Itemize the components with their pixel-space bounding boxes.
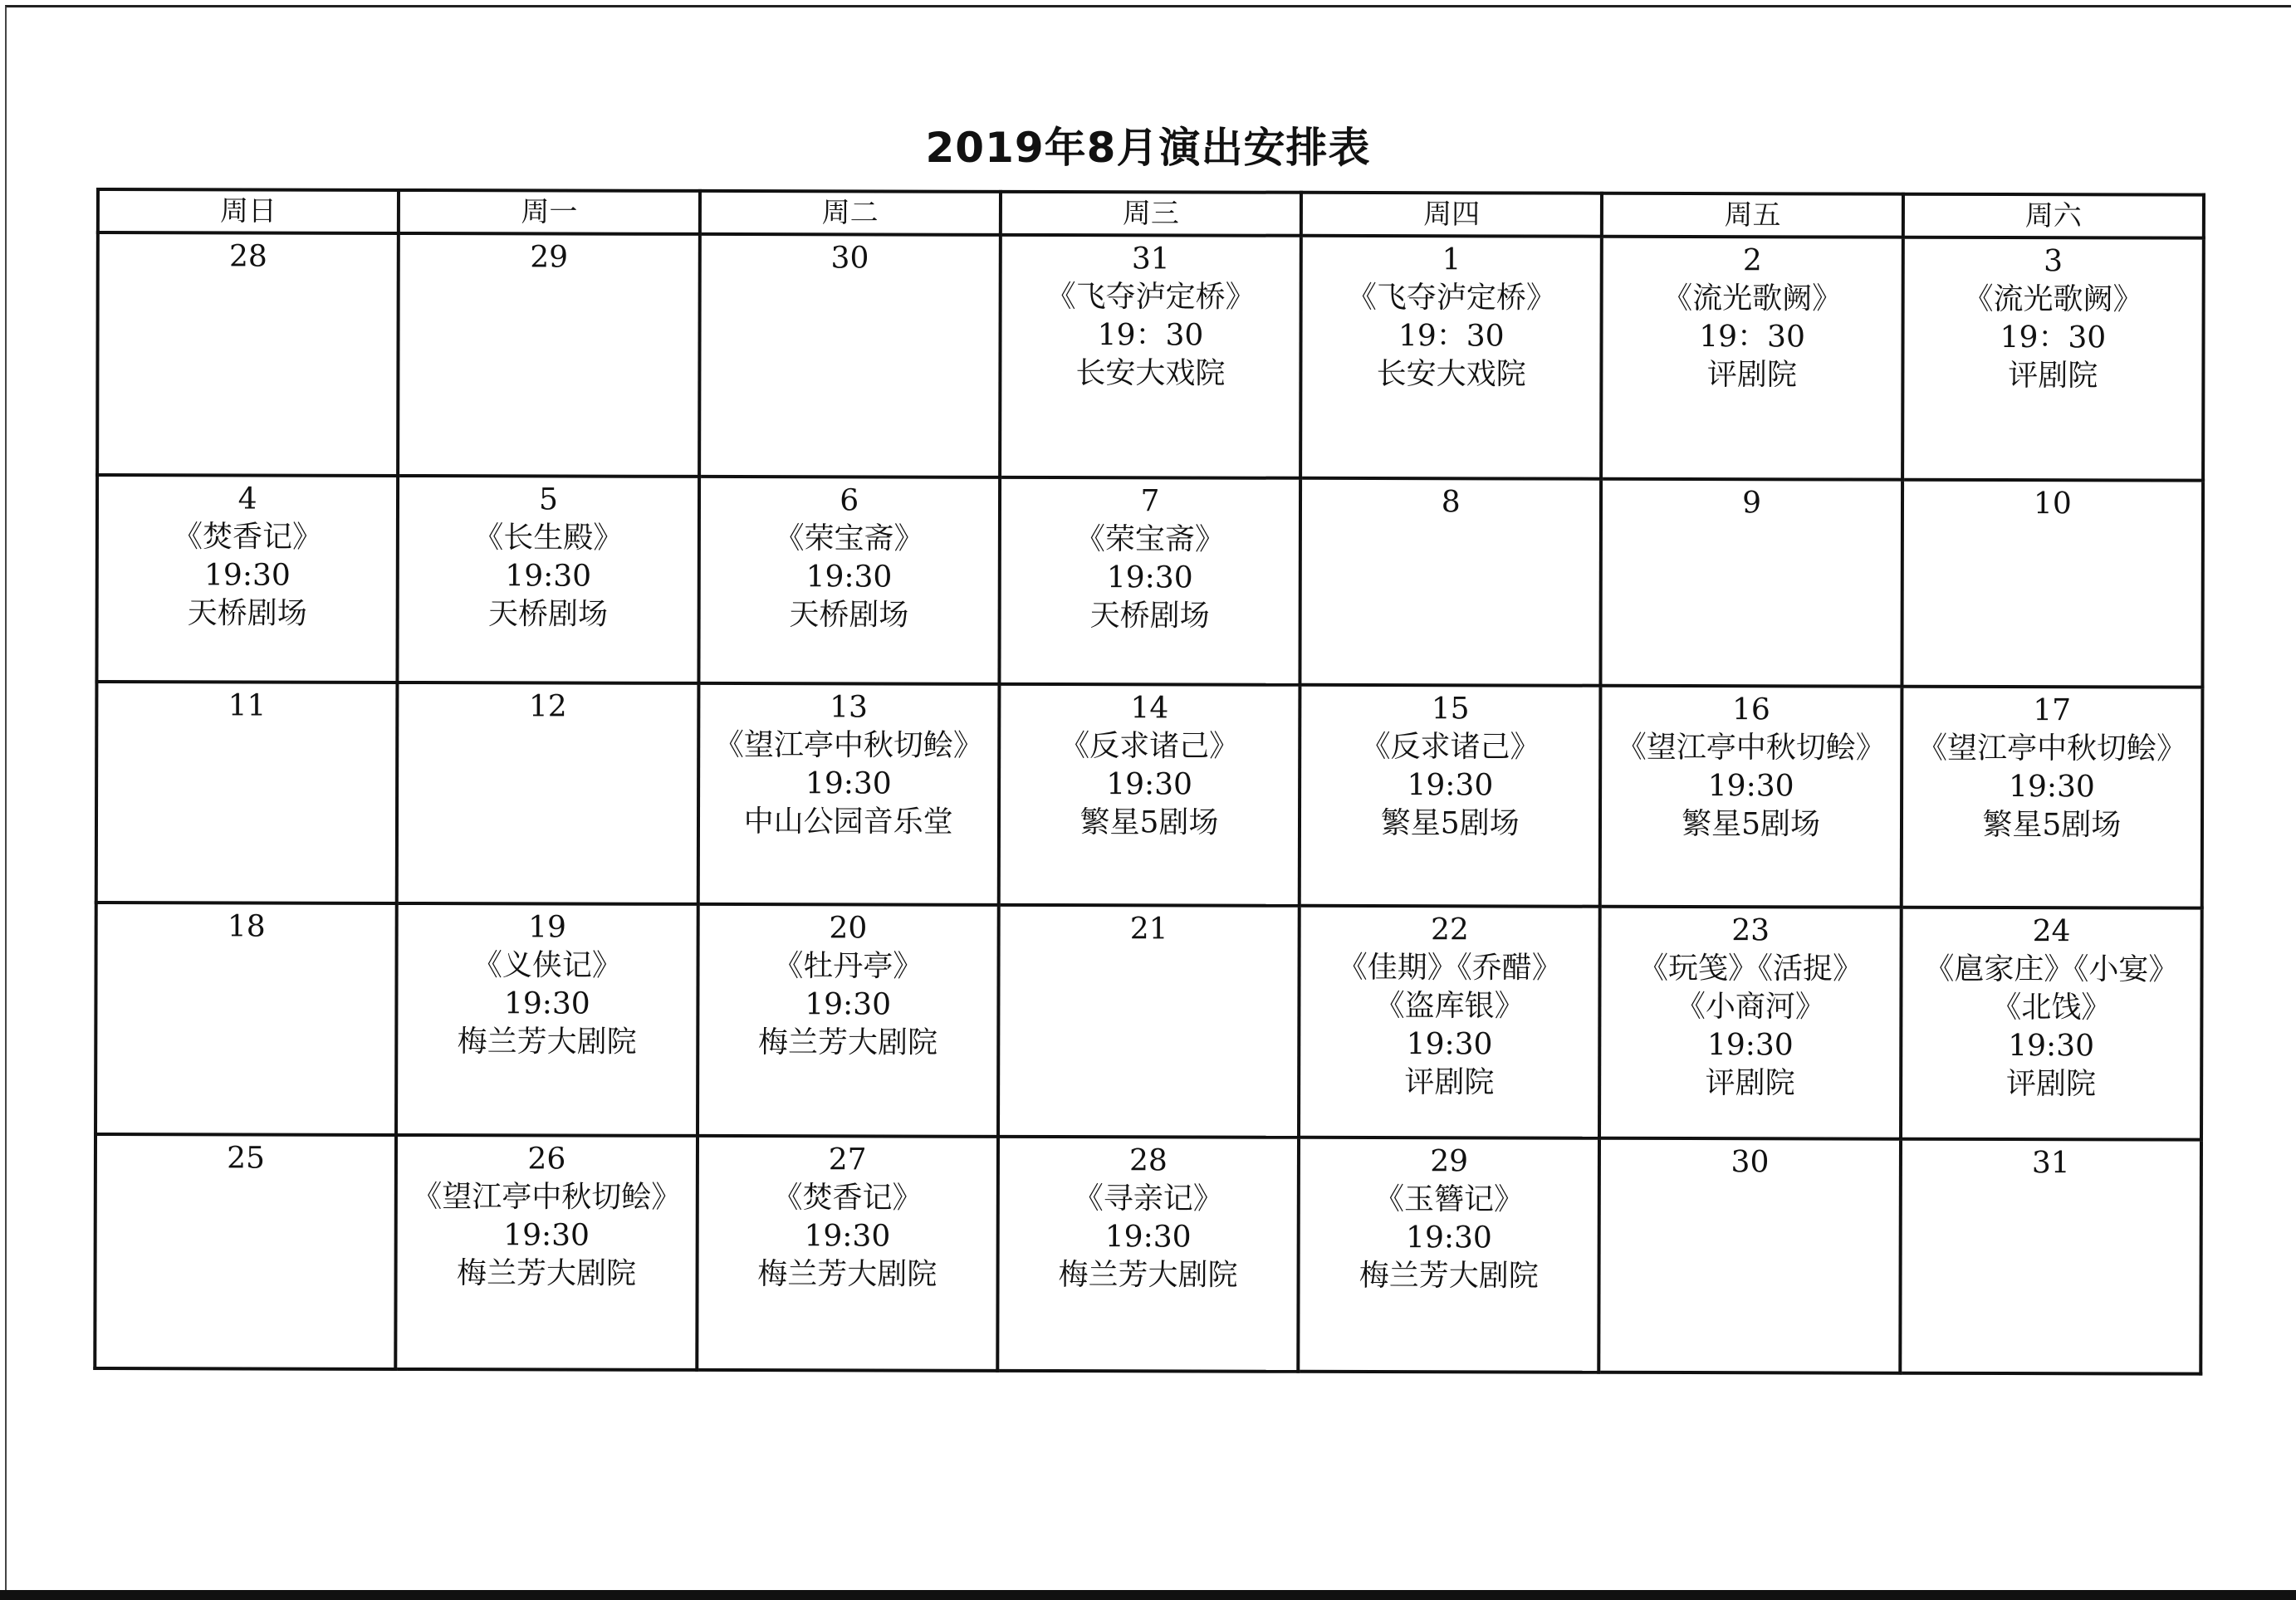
event-line: 《飞夺泸定桥》 — [1045, 279, 1256, 315]
day-number: 30 — [830, 241, 869, 276]
day-number: 14 — [1130, 691, 1169, 726]
week-row — [96, 682, 2203, 908]
event-line: 19：30 — [2000, 320, 2107, 355]
event-line: 19:30 — [503, 1218, 590, 1253]
event-line: 《望江亭中秋切鲙》 — [1917, 731, 2187, 766]
event-line: 19:30 — [505, 558, 592, 594]
day-cell — [1901, 907, 2202, 1140]
event-line: 《飞夺泸定桥》 — [1346, 280, 1556, 316]
day-cell — [698, 904, 999, 1138]
event-line: 中山公园音乐堂 — [743, 805, 953, 839]
day-cell — [1601, 237, 1902, 480]
week-row — [96, 475, 2203, 687]
day-number: 6 — [840, 483, 859, 518]
day-number: 19 — [528, 910, 567, 945]
day-number: 27 — [828, 1143, 867, 1177]
day-number: 30 — [1731, 1145, 1770, 1180]
day-cell — [699, 234, 1001, 477]
event-line: 《流光歌阙》 — [1662, 281, 1843, 316]
day-cell — [1599, 906, 1901, 1139]
day-number: 7 — [1140, 483, 1160, 519]
day-cell — [698, 683, 999, 904]
day-number: 9 — [1742, 485, 1762, 520]
event-line: 《北饯》 — [1991, 990, 2112, 1025]
day-cell — [1599, 1138, 1901, 1373]
event-line: 评剧院 — [1404, 1064, 1495, 1100]
weekday-header: 周四 — [1301, 193, 1602, 237]
event-line: 《反求诸己》 — [1360, 730, 1540, 765]
event-line: 19:30 — [1706, 1027, 1794, 1063]
day-number: 4 — [237, 482, 257, 516]
event-line: 19:30 — [1406, 1026, 1493, 1062]
event-line: 19:30 — [2008, 1028, 2095, 1064]
event-line: 《焚香记》 — [772, 1181, 923, 1216]
event-line: 长安大戏院 — [1075, 356, 1226, 391]
event-line: 19:30 — [1106, 767, 1193, 802]
event-line: 评剧院 — [1706, 358, 1798, 393]
weekday-header: 周二 — [699, 191, 1000, 235]
day-number: 28 — [228, 239, 267, 274]
event-line: 繁星5剧场 — [1380, 806, 1520, 841]
event-line: 《玩笺》《活捉》 — [1638, 951, 1863, 986]
day-number: 31 — [1131, 242, 1170, 276]
day-cell — [1299, 905, 1600, 1138]
event-line: 梅兰芳大剧院 — [457, 1024, 637, 1059]
event-line: 19:30 — [805, 766, 892, 801]
event-line: 《佳期》《乔醋》 — [1337, 950, 1562, 986]
event-line: 梅兰芳大剧院 — [757, 1257, 937, 1292]
day-cell — [396, 1135, 698, 1370]
day-number: 21 — [1129, 911, 1168, 947]
day-cell — [999, 477, 1300, 685]
day-number: 1 — [1442, 242, 1461, 277]
day-cell — [97, 232, 399, 476]
performance-calendar — [93, 188, 2205, 1376]
day-cell — [997, 1137, 1299, 1372]
day-number: 29 — [1430, 1144, 1469, 1179]
day-cell — [95, 903, 397, 1136]
event-line: 长安大戏院 — [1376, 357, 1526, 392]
day-cell — [1902, 479, 2203, 687]
event-line: 《扈家庄》《小宴》 — [1924, 952, 2179, 987]
day-cell — [398, 233, 699, 477]
day-number: 20 — [829, 911, 868, 946]
event-line: 天桥剧场 — [488, 596, 609, 632]
day-number: 11 — [228, 688, 267, 723]
day-number: 18 — [227, 909, 266, 944]
day-cell — [1901, 687, 2202, 908]
day-number: 22 — [1430, 912, 1469, 947]
weekday-header: 周一 — [399, 190, 699, 234]
day-cell — [1300, 478, 1602, 686]
scan-bottom-edge — [0, 1590, 2296, 1600]
event-line: 繁星5剧场 — [1079, 805, 1219, 840]
event-line: 19：30 — [1097, 318, 1204, 353]
event-line: 《小商河》 — [1675, 989, 1826, 1025]
week-row — [95, 1134, 2201, 1373]
day-cell — [1600, 686, 1902, 907]
day-cell — [95, 1134, 396, 1369]
day-cell — [397, 683, 698, 903]
weekday-header: 周三 — [1001, 192, 1301, 236]
day-number: 10 — [2033, 486, 2072, 521]
event-line: 《反求诸己》 — [1060, 729, 1240, 764]
day-cell — [96, 682, 398, 903]
day-number: 5 — [538, 482, 558, 517]
day-number: 26 — [527, 1142, 566, 1177]
page-title: 2019年8月演出安排表 — [925, 124, 1371, 172]
day-cell — [96, 475, 398, 683]
event-line: 《义侠记》 — [472, 947, 623, 983]
event-line: 《流光歌阙》 — [1963, 281, 2143, 317]
event-line: 梅兰芳大剧院 — [757, 1025, 938, 1060]
event-line: 《望江亭中秋切鲙》 — [713, 728, 983, 763]
event-line: 《牡丹亭》 — [773, 948, 923, 984]
event-line: 评剧院 — [2008, 359, 2098, 394]
day-number: 16 — [1731, 692, 1770, 727]
event-line: 19:30 — [1104, 1220, 1192, 1255]
event-line: 天桥剧场 — [187, 595, 307, 631]
day-number: 15 — [1431, 692, 1470, 727]
event-line: 19:30 — [805, 986, 892, 1022]
event-line: 繁星5剧场 — [1682, 807, 1821, 842]
day-cell — [999, 684, 1300, 905]
event-line: 《寻亲记》 — [1073, 1182, 1223, 1216]
event-line: 《望江亭中秋切鲙》 — [412, 1180, 682, 1216]
day-number: 2 — [1742, 243, 1762, 278]
event-line: 梅兰芳大剧院 — [456, 1256, 637, 1292]
weekday-header: 周日 — [98, 189, 399, 233]
event-line: 19:30 — [804, 1219, 891, 1254]
day-cell — [998, 905, 1300, 1138]
event-line: 梅兰芳大剧院 — [1359, 1259, 1539, 1294]
day-cell — [698, 477, 1000, 684]
event-line: 《焚香记》 — [172, 519, 323, 555]
day-number: 29 — [530, 240, 569, 275]
event-line: 天桥剧场 — [1089, 598, 1210, 634]
event-line: 19：30 — [1398, 319, 1505, 354]
day-number: 3 — [2044, 244, 2063, 279]
day-cell — [697, 1136, 998, 1371]
event-line: 《盗库银》 — [1374, 988, 1525, 1024]
day-number: 28 — [1128, 1143, 1168, 1178]
day-number: 24 — [2032, 913, 2071, 948]
event-line: 19:30 — [203, 558, 291, 593]
day-number: 13 — [830, 690, 869, 725]
event-line: 梅兰芳大剧院 — [1058, 1258, 1238, 1293]
event-line: 评剧院 — [2005, 1066, 2097, 1102]
event-line: 19:30 — [805, 559, 893, 594]
day-number: 31 — [2031, 1146, 2070, 1181]
day-cell — [1601, 478, 1902, 686]
day-number: 8 — [1441, 484, 1461, 520]
event-line: 《玉簪记》 — [1374, 1182, 1525, 1217]
event-line: 天桥剧场 — [789, 597, 909, 633]
day-cell — [1000, 235, 1301, 478]
day-cell — [1902, 237, 2204, 481]
day-number: 17 — [2033, 693, 2072, 728]
day-cell — [1300, 236, 1602, 479]
event-line: 繁星5剧场 — [1982, 808, 2122, 843]
day-cell — [398, 476, 699, 683]
event-line: 19:30 — [2009, 770, 2095, 805]
event-line: 19:30 — [1106, 560, 1193, 595]
event-line: 《荣宝斋》 — [1075, 521, 1225, 557]
event-line: 19:30 — [1406, 1221, 1492, 1255]
weekday-header: 周六 — [1903, 194, 2204, 238]
event-line: 19:30 — [1407, 768, 1494, 803]
day-number: 12 — [528, 689, 567, 724]
weekday-header-row — [98, 189, 2204, 238]
event-line: 19：30 — [1699, 320, 1805, 355]
event-line: 《望江亭中秋切鲙》 — [1616, 730, 1886, 766]
day-cell — [1300, 685, 1601, 906]
day-cell — [1298, 1138, 1599, 1372]
event-line: 19:30 — [1707, 769, 1794, 804]
day-cell — [1900, 1139, 2201, 1374]
day-number: 25 — [227, 1141, 266, 1176]
week-row — [95, 903, 2202, 1140]
weekday-header: 周五 — [1602, 193, 1902, 237]
event-line: 《长生殿》 — [473, 520, 624, 555]
day-cell — [396, 903, 698, 1137]
event-line: 评剧院 — [1705, 1065, 1795, 1101]
day-number: 23 — [1731, 913, 1770, 947]
event-line: 19:30 — [503, 986, 590, 1021]
week-row — [97, 232, 2204, 480]
event-line: 《荣宝斋》 — [774, 521, 924, 556]
